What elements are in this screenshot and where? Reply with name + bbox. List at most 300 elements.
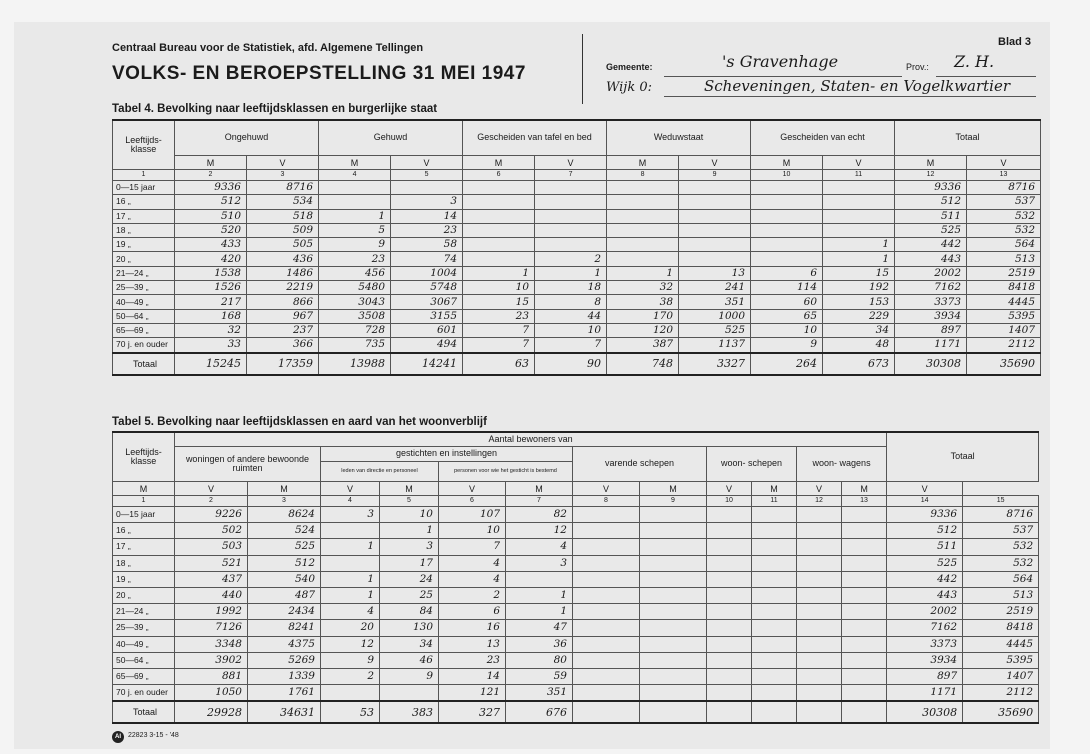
table5-title: Tabel 5. Bevolking naar leeftijdsklassen en aard van het woonverblijf — [112, 416, 487, 428]
t5-cell: 1 — [506, 587, 573, 603]
t4-cell — [607, 252, 679, 266]
t5-cell: 1 — [321, 571, 380, 587]
t5-cell: 130 — [380, 620, 439, 636]
t5-cell — [640, 620, 707, 636]
t4-cell: 170 — [607, 309, 679, 323]
t5-cell: 12 — [506, 523, 573, 539]
t5-cell — [842, 507, 887, 523]
t5-cell — [573, 668, 640, 684]
t5-cell: 4 — [321, 604, 380, 620]
table4-column-numbers — [113, 170, 1041, 181]
t4-cell: 5395 — [967, 309, 1041, 323]
t5-cell: 59 — [506, 668, 573, 684]
t5-cell — [707, 620, 752, 636]
t5-cell: 1 — [321, 587, 380, 603]
table5-totaal-header: Totaal — [887, 432, 1039, 482]
t5-cell: 23 — [439, 652, 506, 668]
t4-row — [113, 281, 1041, 295]
t5-age-label: 0—15 jaar — [113, 507, 175, 523]
t5-cell — [321, 685, 380, 702]
t5-cell — [752, 668, 797, 684]
t4-cell — [391, 181, 463, 195]
table4-group-gehuwd: Gehuwd — [319, 120, 463, 156]
table5-varende-header: varende schepen — [573, 447, 707, 482]
t5-cell: 13 — [439, 636, 506, 652]
t5-cell — [573, 620, 640, 636]
t4-colnum-8: 9 — [679, 170, 751, 181]
t4-cell: 13 — [679, 266, 751, 280]
t5-total-cell — [573, 701, 640, 723]
t5-cell — [797, 539, 842, 555]
t4-cell: 1 — [319, 209, 391, 223]
t4-cell: 168 — [175, 309, 247, 323]
t5-age-label: 20 „ — [113, 587, 175, 603]
t4-cell: 3508 — [319, 309, 391, 323]
t4-cell: 534 — [247, 195, 319, 209]
t4-cell: 34 — [823, 323, 895, 337]
t4-cell: 2112 — [967, 338, 1041, 353]
t5-cell — [707, 587, 752, 603]
t5-cell — [842, 523, 887, 539]
t5-cell: 1339 — [248, 668, 321, 684]
t4-age-label: 16 „ — [113, 195, 175, 209]
t4-total-label: Totaal — [113, 353, 175, 375]
t5-age-label: 25—39 „ — [113, 620, 175, 636]
t4-age-label: 20 „ — [113, 252, 175, 266]
t4-cell: 866 — [247, 295, 319, 309]
t4-cell: 1486 — [247, 266, 319, 280]
t5-age-label: 40—49 „ — [113, 636, 175, 652]
t5-cell: 4 — [439, 571, 506, 587]
t4-cell: 15 — [823, 266, 895, 280]
t5-cell — [640, 604, 707, 620]
t5-cell — [797, 620, 842, 636]
t4-cell: 8418 — [967, 281, 1041, 295]
t5-cell: 442 — [887, 571, 963, 587]
t5-cell: 2112 — [963, 685, 1039, 702]
t5-cell — [321, 555, 380, 571]
t5-cell — [797, 652, 842, 668]
t5-cell — [842, 587, 887, 603]
t5-cell: 4 — [506, 539, 573, 555]
t5-sub-v-6: V — [887, 482, 963, 496]
t5-cell — [752, 539, 797, 555]
table5-woonwagens-header: woon- wagens — [797, 447, 887, 482]
t5-cell — [640, 539, 707, 555]
t5-cell — [573, 539, 640, 555]
table5-woningen-header: woningen of andere bewoonde ruimten — [175, 447, 321, 482]
t5-cell — [506, 571, 573, 587]
t5-cell: 2519 — [963, 604, 1039, 620]
t5-cell: 121 — [439, 685, 506, 702]
t5-cell — [640, 652, 707, 668]
t4-cell: 510 — [175, 209, 247, 223]
t4-cell: 6 — [751, 266, 823, 280]
t5-cell: 3 — [321, 507, 380, 523]
t5-cell: 351 — [506, 685, 573, 702]
t5-cell — [640, 507, 707, 523]
t5-age-label: 21—24 „ — [113, 604, 175, 620]
t4-cell: 513 — [967, 252, 1041, 266]
t4-cell — [463, 181, 535, 195]
t4-cell: 9336 — [895, 181, 967, 195]
t4-cell — [751, 209, 823, 223]
t4-cell: 2 — [535, 252, 607, 266]
table4-age-header: Leeftijds- klasse — [113, 120, 175, 170]
t5-cell — [573, 636, 640, 652]
t4-cell: 525 — [895, 223, 967, 237]
t4-cell: 4445 — [967, 295, 1041, 309]
table4-mv-header — [113, 156, 1041, 170]
t5-cell: 14 — [439, 668, 506, 684]
t4-row — [113, 295, 1041, 309]
header-divider — [582, 34, 583, 104]
t4-cell: 433 — [175, 238, 247, 252]
t5-cell — [752, 652, 797, 668]
t5-total-cell — [752, 701, 797, 723]
t4-cell: 7 — [463, 323, 535, 337]
t4-age-label: 50—64 „ — [113, 309, 175, 323]
t4-cell: 511 — [895, 209, 967, 223]
table4-group-weduwstaat: Weduwstaat — [607, 120, 751, 156]
t4-cell: 601 — [391, 323, 463, 337]
t4-total-cell: 90 — [535, 353, 607, 375]
prov-label: Prov.: — [906, 62, 929, 72]
t5-age-label: 17 „ — [113, 539, 175, 555]
t4-row — [113, 309, 1041, 323]
t5-cell — [797, 685, 842, 702]
t4-age-label: 25—39 „ — [113, 281, 175, 295]
t5-cell: 8624 — [248, 507, 321, 523]
t5-cell: 3 — [506, 555, 573, 571]
t4-cell: 192 — [823, 281, 895, 295]
t5-total-cell — [842, 701, 887, 723]
t4-sub-v-3: V — [679, 156, 751, 170]
t5-cell: 3373 — [887, 636, 963, 652]
t5-cell: 532 — [963, 555, 1039, 571]
t4-cell — [463, 252, 535, 266]
t5-cell: 524 — [248, 523, 321, 539]
t4-cell: 23 — [463, 309, 535, 323]
t4-cell — [463, 238, 535, 252]
table5-age-header: Leeftijds- klasse — [113, 432, 175, 482]
t5-colnum-4: 5 — [380, 496, 439, 507]
table5-aantal-header: Aantal bewoners van — [175, 432, 887, 447]
table4-group-totaal: Totaal — [895, 120, 1041, 156]
t4-total-cell: 3327 — [679, 353, 751, 375]
t5-cell: 25 — [380, 587, 439, 603]
t5-total-cell — [797, 701, 842, 723]
t4-cell: 1407 — [967, 323, 1041, 337]
t5-colnum-14: 15 — [963, 496, 1039, 507]
table5-total-row — [113, 701, 1039, 723]
t5-colnum-1: 2 — [175, 496, 248, 507]
t5-total-label: Totaal — [113, 701, 175, 723]
t4-cell — [319, 195, 391, 209]
table5-mv-header — [113, 482, 1039, 496]
t4-colnum-11: 12 — [895, 170, 967, 181]
t4-cell: 9 — [319, 238, 391, 252]
t5-cell: 513 — [963, 587, 1039, 603]
t4-cell: 15 — [463, 295, 535, 309]
t5-sub-v-0: V — [175, 482, 248, 496]
t5-age-label: 70 j. en ouder — [113, 685, 175, 702]
t4-cell: 5748 — [391, 281, 463, 295]
t5-cell: 9 — [380, 668, 439, 684]
t4-cell: 8716 — [967, 181, 1041, 195]
t4-cell: 1000 — [679, 309, 751, 323]
t5-cell: 107 — [439, 507, 506, 523]
t5-sub-m-6: M — [842, 482, 887, 496]
t5-cell: 1 — [380, 523, 439, 539]
t5-cell: 47 — [506, 620, 573, 636]
t5-row — [113, 668, 1039, 684]
t5-cell: 46 — [380, 652, 439, 668]
t5-cell: 12 — [321, 636, 380, 652]
t5-cell — [797, 523, 842, 539]
t4-cell — [823, 209, 895, 223]
t5-cell — [640, 636, 707, 652]
t4-cell — [319, 181, 391, 195]
t5-cell: 9336 — [887, 507, 963, 523]
t4-cell: 2519 — [967, 266, 1041, 280]
census-form-page — [14, 22, 1050, 749]
gemeente-label: Gemeente: — [606, 62, 653, 72]
t5-sub-m-1: M — [248, 482, 321, 496]
t5-colnum-13: 14 — [887, 496, 963, 507]
t5-cell: 3934 — [887, 652, 963, 668]
t5-row — [113, 523, 1039, 539]
t5-cell — [640, 555, 707, 571]
t5-cell: 7162 — [887, 620, 963, 636]
table4-group-gescheiden-tafel: Gescheiden van tafel en bed — [463, 120, 607, 156]
t4-cell: 897 — [895, 323, 967, 337]
t5-cell — [752, 620, 797, 636]
t5-sub-m-3: M — [506, 482, 573, 496]
t4-cell: 2219 — [247, 281, 319, 295]
t5-row — [113, 636, 1039, 652]
t4-cell — [679, 223, 751, 237]
t5-cell: 4 — [439, 555, 506, 571]
t4-cell: 38 — [607, 295, 679, 309]
t4-row — [113, 195, 1041, 209]
t4-cell: 32 — [607, 281, 679, 295]
t4-cell: 518 — [247, 209, 319, 223]
t4-cell — [679, 209, 751, 223]
t4-sub-m-4: M — [751, 156, 823, 170]
t4-cell: 10 — [463, 281, 535, 295]
t5-cell: 525 — [248, 539, 321, 555]
t5-cell: 897 — [887, 668, 963, 684]
t4-cell: 5 — [319, 223, 391, 237]
t5-cell — [752, 636, 797, 652]
table4-title: Tabel 4. Bevolking naar leeftijdsklassen en burgerlijke staat — [112, 103, 438, 115]
t5-cell: 7 — [439, 539, 506, 555]
t5-total-cell — [640, 701, 707, 723]
t4-row — [113, 323, 1041, 337]
t4-total-cell: 14241 — [391, 353, 463, 375]
t5-total-cell: 53 — [321, 701, 380, 723]
t5-cell — [573, 685, 640, 702]
t5-cell — [707, 539, 752, 555]
t4-cell: 23 — [391, 223, 463, 237]
t4-cell: 33 — [175, 338, 247, 353]
table5-column-numbers — [113, 496, 1039, 507]
t5-cell: 3348 — [175, 636, 248, 652]
t4-cell — [751, 195, 823, 209]
t4-cell — [535, 223, 607, 237]
t5-cell — [752, 571, 797, 587]
t5-cell — [707, 571, 752, 587]
t4-cell: 1 — [607, 266, 679, 280]
form-code: 22823 3-15 - '48 — [128, 732, 179, 739]
t5-sub-v-4: V — [707, 482, 752, 496]
table5-leden-header: leden van directie en personeel — [321, 461, 439, 481]
t4-cell: 520 — [175, 223, 247, 237]
t4-cell: 74 — [391, 252, 463, 266]
t5-colnum-11: 12 — [797, 496, 842, 507]
t4-cell: 120 — [607, 323, 679, 337]
t5-cell — [321, 523, 380, 539]
t5-total-cell: 676 — [506, 701, 573, 723]
t4-cell: 494 — [391, 338, 463, 353]
t5-cell — [707, 652, 752, 668]
t5-colnum-0: 1 — [113, 496, 175, 507]
table4-body — [113, 181, 1041, 353]
t5-cell — [842, 620, 887, 636]
t5-cell — [707, 685, 752, 702]
t5-cell: 1992 — [175, 604, 248, 620]
t4-cell: 8716 — [247, 181, 319, 195]
t4-cell: 7 — [535, 338, 607, 353]
t4-colnum-6: 7 — [535, 170, 607, 181]
t4-cell: 10 — [535, 323, 607, 337]
t5-cell: 881 — [175, 668, 248, 684]
t4-colnum-10: 11 — [823, 170, 895, 181]
t4-cell: 48 — [823, 338, 895, 353]
t4-total-cell: 748 — [607, 353, 679, 375]
t5-cell — [707, 636, 752, 652]
t4-cell: 1 — [823, 252, 895, 266]
t4-sub-m-0: M — [175, 156, 247, 170]
t5-cell — [640, 668, 707, 684]
t5-age-label: 50—64 „ — [113, 652, 175, 668]
t4-cell — [607, 223, 679, 237]
t5-cell — [797, 587, 842, 603]
t4-cell: 1 — [463, 266, 535, 280]
t5-cell: 540 — [248, 571, 321, 587]
t4-sub-v-2: V — [535, 156, 607, 170]
t4-cell: 532 — [967, 223, 1041, 237]
table5-personen-header: personen voor wie het gesticht is bestemd — [439, 461, 573, 481]
t5-total-cell: 383 — [380, 701, 439, 723]
table5-body — [113, 507, 1039, 702]
t5-cell: 2434 — [248, 604, 321, 620]
t4-cell — [751, 181, 823, 195]
t4-row — [113, 181, 1041, 195]
t4-cell: 5480 — [319, 281, 391, 295]
t4-cell: 10 — [751, 323, 823, 337]
wijk-label: Wijk 0: — [606, 80, 652, 95]
t4-cell: 512 — [895, 195, 967, 209]
t4-cell: 217 — [175, 295, 247, 309]
wijk-value: Scheveningen, Staten- en Vogelkwartier — [704, 77, 1010, 95]
t4-sub-v-5: V — [967, 156, 1041, 170]
t5-cell: 4445 — [963, 636, 1039, 652]
t5-total-cell: 35690 — [963, 701, 1039, 723]
t5-cell: 2 — [321, 668, 380, 684]
t4-cell: 1137 — [679, 338, 751, 353]
t5-cell — [842, 685, 887, 702]
t4-cell: 18 — [535, 281, 607, 295]
t4-cell: 8 — [535, 295, 607, 309]
t5-colnum-8: 9 — [640, 496, 707, 507]
t5-cell — [640, 587, 707, 603]
t5-cell — [752, 555, 797, 571]
t5-cell — [707, 604, 752, 620]
t5-row — [113, 571, 1039, 587]
t4-cell: 1 — [535, 266, 607, 280]
t5-sub-m-0: M — [113, 482, 175, 496]
t5-cell: 440 — [175, 587, 248, 603]
t5-row — [113, 587, 1039, 603]
t4-cell — [607, 209, 679, 223]
t5-cell — [573, 507, 640, 523]
t5-cell: 7126 — [175, 620, 248, 636]
table5 — [112, 431, 1039, 724]
t5-row — [113, 507, 1039, 523]
t4-cell: 60 — [751, 295, 823, 309]
t5-sub-v-3: V — [573, 482, 640, 496]
t5-cell: 525 — [887, 555, 963, 571]
table4-group-ongehuwd: Ongehuwd — [175, 120, 319, 156]
t5-colnum-3: 4 — [321, 496, 380, 507]
t4-cell: 436 — [247, 252, 319, 266]
t5-cell: 537 — [963, 523, 1039, 539]
t4-cell: 366 — [247, 338, 319, 353]
t4-total-cell: 17359 — [247, 353, 319, 375]
t4-colnum-2: 3 — [247, 170, 319, 181]
t5-cell: 8418 — [963, 620, 1039, 636]
t5-age-label: 19 „ — [113, 571, 175, 587]
t5-cell: 80 — [506, 652, 573, 668]
t4-cell: 387 — [607, 338, 679, 353]
t4-total-cell: 13988 — [319, 353, 391, 375]
t5-cell: 564 — [963, 571, 1039, 587]
t5-cell: 16 — [439, 620, 506, 636]
t5-total-cell: 34631 — [248, 701, 321, 723]
t5-cell — [842, 571, 887, 587]
t5-colnum-9: 10 — [707, 496, 752, 507]
table5-woonschepen-header: woon- schepen — [707, 447, 797, 482]
t4-cell: 420 — [175, 252, 247, 266]
t4-total-cell: 35690 — [967, 353, 1041, 375]
t5-cell: 3902 — [175, 652, 248, 668]
t4-age-label: 18 „ — [113, 223, 175, 237]
t5-cell — [797, 571, 842, 587]
t5-total-cell: 30308 — [887, 701, 963, 723]
t4-cell — [679, 181, 751, 195]
table4-group-header — [113, 120, 1041, 156]
t4-cell: 7162 — [895, 281, 967, 295]
t4-row — [113, 266, 1041, 280]
t5-total-cell: 327 — [439, 701, 506, 723]
t5-total-cell — [707, 701, 752, 723]
t5-colnum-12: 13 — [842, 496, 887, 507]
t4-cell: 1538 — [175, 266, 247, 280]
t5-cell — [573, 587, 640, 603]
t4-row — [113, 223, 1041, 237]
